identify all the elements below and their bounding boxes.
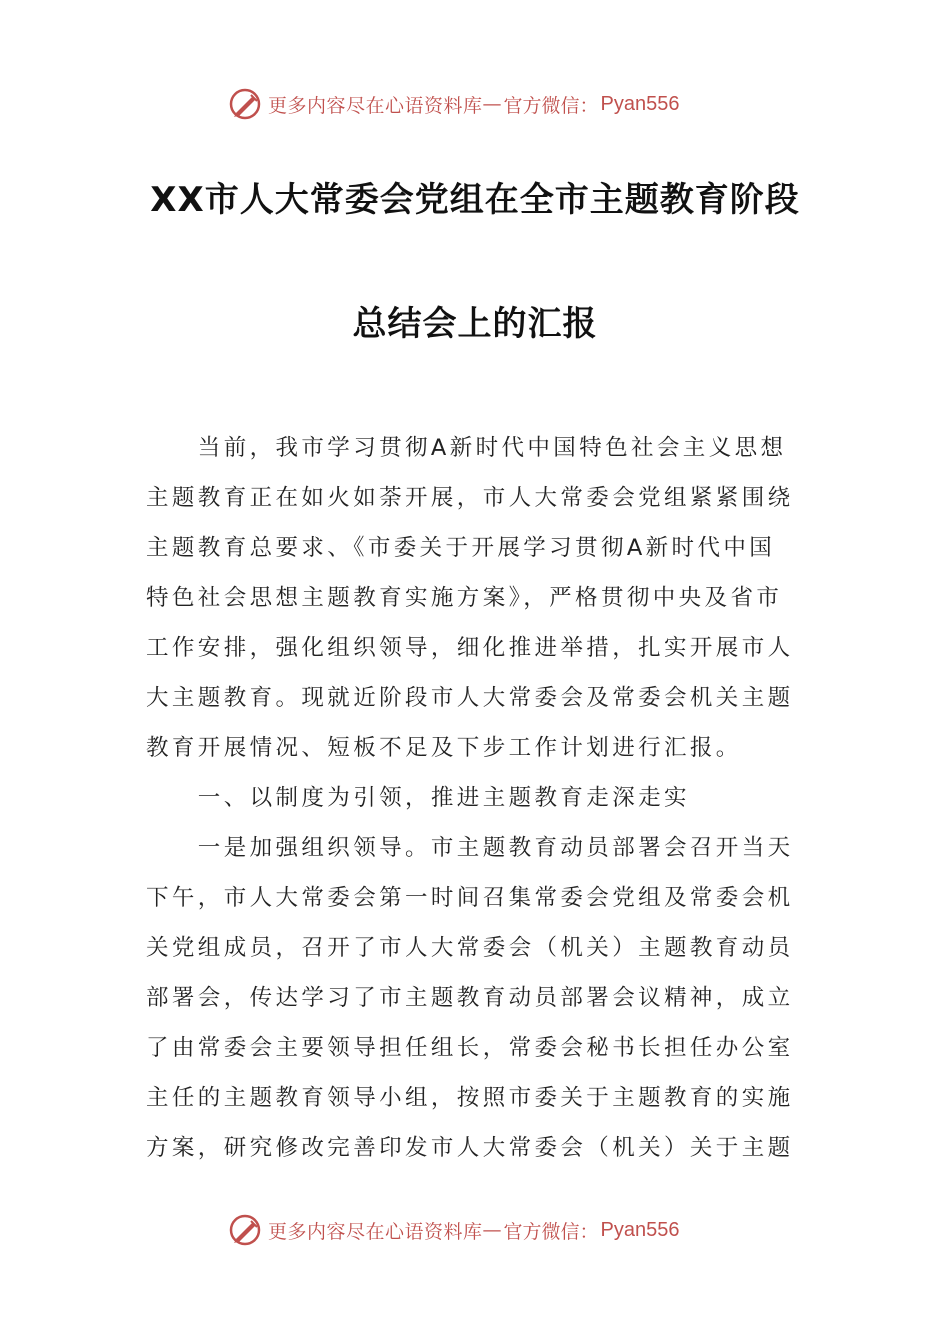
- pen-logo-icon: [228, 1213, 262, 1247]
- body-line: 主题教育正在如火如荼开展，市人大常委会党组紧紧围绕: [146, 485, 794, 511]
- banner-wechat-label: 官方微信：: [503, 1220, 599, 1243]
- banner-separator: —: [482, 1219, 502, 1241]
- banner-wechat-id: Pyan556: [600, 92, 680, 115]
- document-title-line-1: XX市人大常委会党组在全市主题教育阶段: [150, 180, 800, 220]
- body-line: 了由常委会主要领导担任组长，常委会秘书长担任办公室: [146, 1035, 794, 1061]
- pen-logo-icon: [228, 87, 262, 121]
- body-line: 工作安排，强化组织领导，细化推进举措，扎实开展市人: [146, 635, 794, 661]
- body-line: 下午，市人大常委会第一时间召集常委会党组及常委会机: [146, 885, 794, 911]
- banner-separator: —: [482, 93, 502, 115]
- section-heading: 一、以制度为引领，推进主题教育走深走实: [146, 785, 690, 811]
- body-line: 大主题教育。现就近阶段市人大常委会及常委会机关主题: [146, 685, 794, 711]
- header-banner: [228, 86, 680, 122]
- body-line: 主任的主题教育领导小组，按照市委关于主题教育的实施: [146, 1085, 794, 1111]
- body-line: 当前，我市学习贯彻A新时代中国特色社会主义思想: [146, 435, 787, 461]
- body-line: 部署会，传达学习了市主题教育动员部署会议精神，成立: [146, 985, 794, 1011]
- document-title-line-2: 总结会上的汇报: [352, 304, 598, 344]
- body-line: 主题教育总要求、《市委关于开展学习贯彻A新时代中国: [146, 535, 776, 561]
- banner-text: 更多内容尽在心语资料库: [268, 1220, 483, 1243]
- banner-text: 更多内容尽在心语资料库: [268, 94, 483, 117]
- body-line: 一是加强组织领导。市主题教育动员部署会召开当天: [146, 835, 794, 861]
- banner-wechat-id: Pyan556: [600, 1218, 680, 1241]
- banner-wechat-label: 官方微信：: [503, 94, 599, 117]
- body-line: 教育开展情况、短板不足及下步工作计划进行汇报。: [146, 735, 742, 761]
- body-line: 关党组成员，召开了市人大常委会（机关）主题教育动员: [146, 935, 794, 961]
- footer-banner: [228, 1212, 680, 1248]
- body-line: 特色社会思想主题教育实施方案》，严格贯彻中央及省市: [146, 585, 783, 611]
- body-line: 方案，研究修改完善印发市人大常委会（机关）关于主题: [146, 1135, 794, 1161]
- document-body: [146, 428, 806, 1178]
